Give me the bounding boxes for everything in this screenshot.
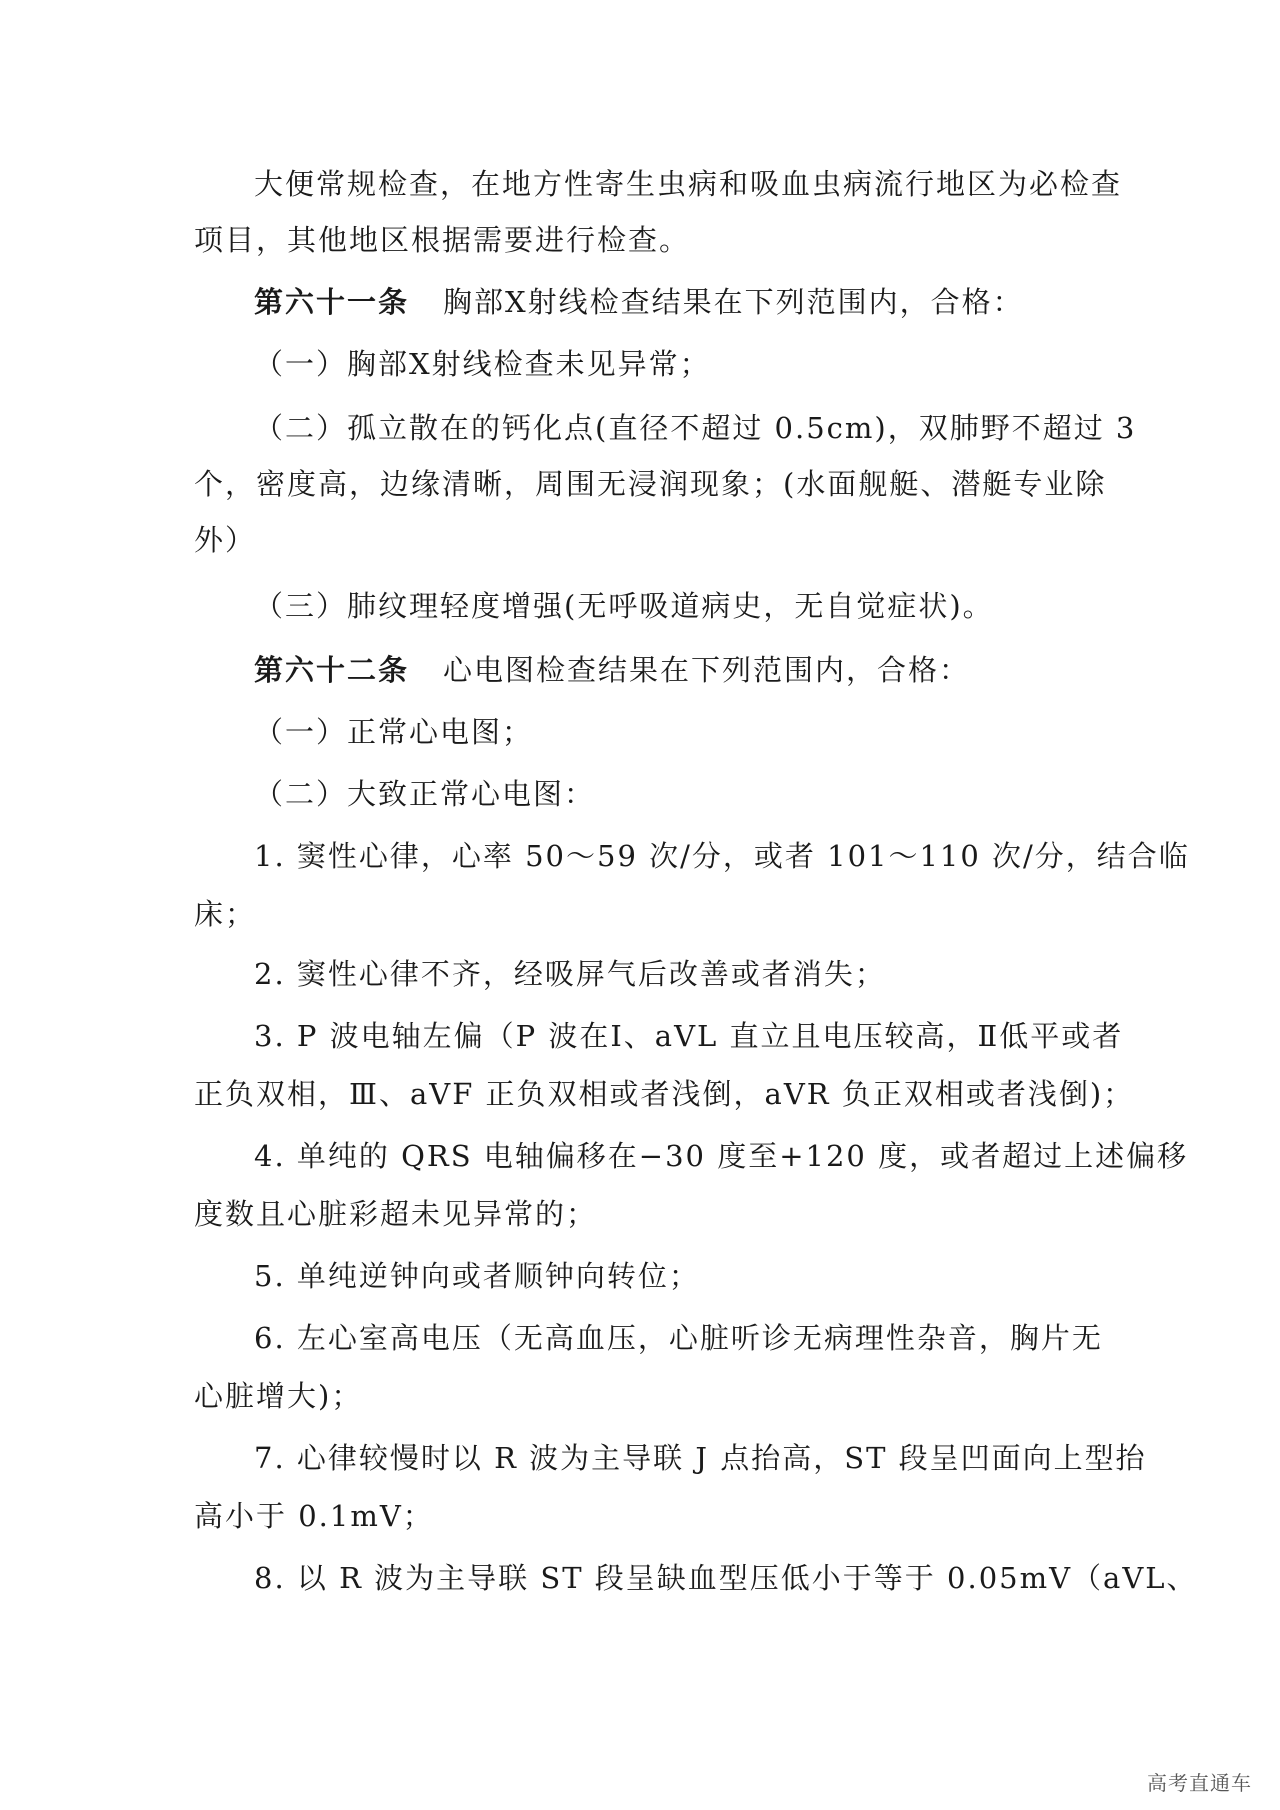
- paragraph-line: 正负双相，Ⅲ、aVF 正负双相或者浅倒，aVR 负正双相或者浅倒)；: [194, 1077, 1135, 1111]
- article-62-heading: 第六十二条: [254, 653, 410, 687]
- list-item: 6. 左心室高电压（无高血压，心脏听诊无病理性杂音，胸片无: [254, 1321, 1103, 1355]
- paragraph-line: 个，密度高，边缘清晰，周围无浸润现象；(水面舰艇、潜艇专业除: [194, 467, 1107, 501]
- article-62: [254, 652, 970, 688]
- list-item: 5. 单纯逆钟向或者顺钟向转位；: [254, 1259, 700, 1293]
- paragraph-line: 床；: [194, 897, 257, 931]
- article-61-text: 胸部X射线检查结果在下列范围内，合格：: [443, 285, 1024, 319]
- list-item: 7. 心律较慢时以 R 波为主导联 J 点抬高，ST 段呈凹面向上型抬: [254, 1441, 1147, 1475]
- article-61-heading: 第六十一条: [254, 285, 410, 319]
- paragraph-line: 度数且心脏彩超未见异常的；: [194, 1197, 598, 1231]
- list-item: 3. P 波电轴左偏（P 波在Ⅰ、aVL 直立且电压较高，Ⅱ低平或者: [254, 1019, 1124, 1053]
- paragraph-line: 心脏增大)；: [194, 1379, 363, 1413]
- list-item: 2. 窦性心律不齐，经吸屏气后改善或者消失；: [254, 957, 886, 991]
- paragraph-line: 大便常规检查，在地方性寄生虫病和吸血虫病流行地区为必检查: [254, 167, 1123, 201]
- list-item: 4. 单纯的 QRS 电轴偏移在−30 度至+120 度，或者超过上述偏移: [254, 1139, 1189, 1173]
- list-item: （二）大致正常心电图：: [254, 777, 596, 811]
- article-62-text: 心电图检查结果在下列范围内，合格：: [443, 653, 971, 687]
- list-item: （二）孤立散在的钙化点(直径不超过 0.5cm)，双肺野不超过 3: [254, 411, 1137, 445]
- list-item: （三）肺纹理轻度增强(无呼吸道病史，无自觉症状)。: [254, 589, 994, 623]
- list-item: 1. 窦性心律，心率 50～59 次/分，或者 101～110 次/分，结合临: [254, 839, 1190, 873]
- paragraph-line: 高小于 0.1mV；: [194, 1499, 434, 1533]
- list-item: （一）胸部X射线检查未见异常；: [254, 347, 711, 381]
- article-61: [254, 284, 1024, 320]
- paragraph-line: 项目，其他地区根据需要进行检查。: [194, 223, 691, 257]
- list-item: 8. 以 R 波为主导联 ST 段呈缺血型压低小于等于 0.05mV（aVL、: [254, 1561, 1198, 1595]
- paragraph-line: 外）: [194, 523, 257, 557]
- watermark-text: 高考直通车: [1147, 1771, 1252, 1795]
- list-item: （一）正常心电图；: [254, 715, 534, 749]
